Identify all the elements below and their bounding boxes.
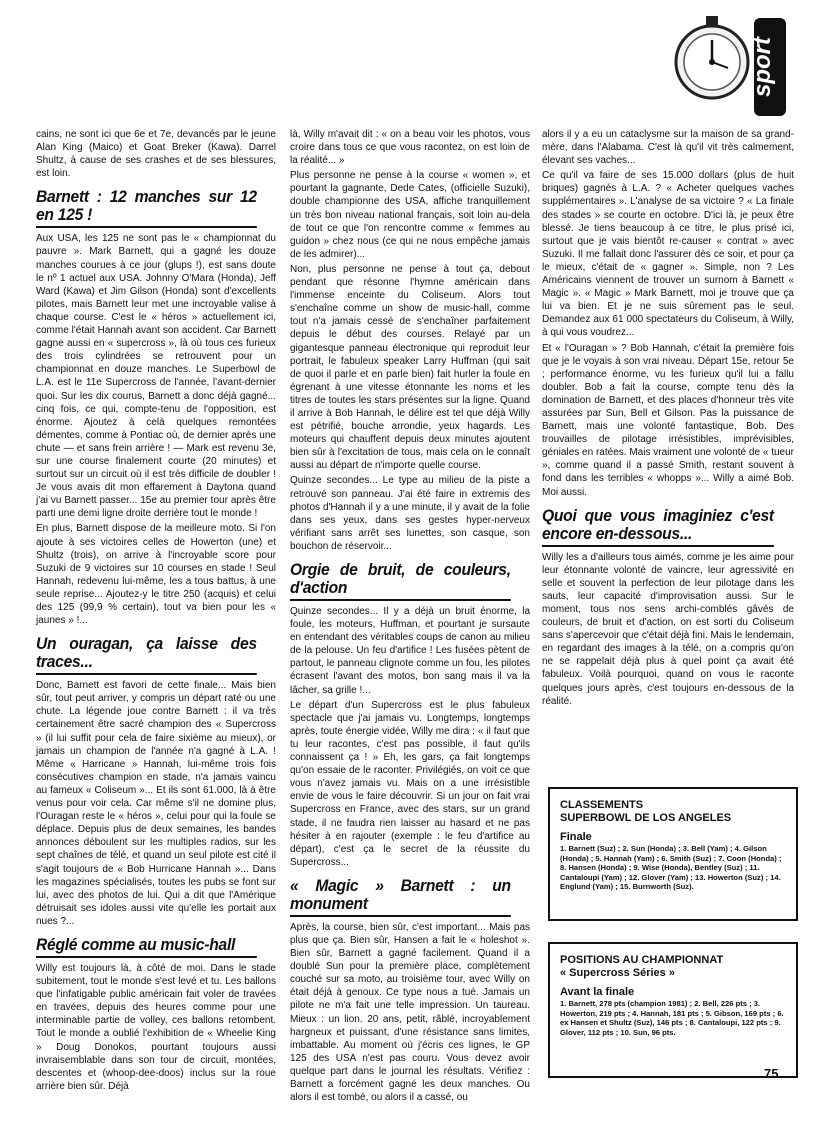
paragraph: Le départ d'un Supercross est le plus fabuleux spectacle que j'ai jamais vu. Longtemps, longtemps après, toute énergie vidée, Willy me dira : « il faut que tu leur racontes, c'est pas possible, il faut qu'ils connaissent ça ! » Eh, les gars, ça fait longtemps qu'on essaie de le raconter. Privilégiés, on voit ce que vous n'avez jamais vu. Mais on a une irrésistible envie de vous le faire découvrir. Si un jour on fait vrai Supercross en France, avec des stars, sur un grand stade, il ne faudra rien laisser au hasard et ne pas hésiter à en rajouter (exemple : le feu d'artifice au départ), c'est ça le secret de la réussite du Supercross... [290,699,530,868]
logo-word: sport [749,37,776,97]
box-section: Avant la finale [560,986,635,998]
paragraph: Plus personne ne pense à la course « women », et pourtant la gagnante, Dede Cates, (officielle Suzuki), double championne des USA, affiche tranquillement un très bon niveau national français, soit loin au-dela de tout ce que l'on rencontre comme « femmes au guidon » chez nous (ce qui ne nous empêche jamais de les admirer)... [290,170,530,260]
paragraph: Quinze secondes... Le type au milieu de la piste a retrouvé son panneau. J'ai été faire in extremis des photos d'Hannah il y a une minute, il y avait de la folie dans ses yeux, dans ses gestes hyper-nerveux vérifiant sans arrêt ses lunettes, son casque, son bouchon de réservoir... [290,475,530,552]
paragraph: Et « l'Ouragan » ? Bob Hannah, c'était la première fois que je le voyais à son vrai niveau. Départ 15e, retour 5e ; performance énorme, vu les furieux qu'il lui a fallu doubler. Bob a fait la course, compte tenu dès la domination de Barnett, et des places d'honneur très vite assurées par Sun, Bell et Gilson. Pas la puissance de Barnett, mais une volonté fantastique, Bob. Des trouvailles de pilotage irrésistibles, imprévisibles, géniales en ratées. Mais vraiment une volonté de « tueur », comme quand il a passé Smith, restant souvent à fond dans les terribles « whopps »... Willy a aimé Bob. Moi aussi. [542,342,794,498]
results-box [548,787,798,921]
column-2 [290,128,530,1106]
paragraph: Quinze secondes... Il y a déjà un bruit énorme, la foule, les moteurs, Huffman, et pourtant je sursaute en entendant des véritables coups de canon au milieu de la pelouse. Un feu d'artifice ! Les fusées pètent de partout, le panneau clignote comme un fou, les pilotes écrasent l'avant des motos, bon sang mais il va la lâcher, sa grille !... [290,606,530,696]
section-heading: Orgie de bruit, de couleurs, d'action [290,561,511,601]
box-body: 1. Barnett (Suz) ; 2. Sun (Honda) ; 3. Bell (Yam) ; 4. Gilson (Honda) ; 5. Hannah (Yam) ; 6. Smith (Suz) ; 7. Coon (Honda) ; 8. Hansen (Honda) ; 9. Wise (Honda), Bentley (Suz) ; 11. Cantaloupi (Yam) ; 12. Glover (Yam) ; 13. Howerton (Suz) ; 14. Englund (Yam) ; 15. Burnworth (Suz). [560,844,782,892]
standings-box [548,942,798,1078]
paragraph: là, Willy m'avait dit : « on a beau voir les photos, vous croire dans tous ce que vous racontez, on est loin de la réalité... » [290,129,530,167]
page-number: 75 [764,1066,779,1081]
stopwatch-icon [672,10,790,120]
paragraph: Donc, Barnett est favori de cette finale... Mais bien sûr, tout peut arriver, y compris un départ raté ou une chute. La légende joue contre Barnett : il va très certainement être sacré champion des « Supercross » (il lui suffit pour cela de faire sixième au mieux), or jamais un champion de l'année n'a gagné à L.A. ! Même « Harricane » Hannah, lui-même trois fois consécutives champion en stade, n'a jamais vaincu au fameux « Coliseum »... Et ils sont 61.000, là à être venus pour voir cela. Car même s'il ne domine plus, l'Ouragan reste le « héros », celui pour qui la foule se déplace. Depuis plus de deux semaines, les bandes annonces déboulent sur les multiples radios, sur les sept chaînes de télé, et quand un seul pilote est cité il s'agit toujours de « Bob Hurricane Hannah »... Dans les magazines spécialisés, toutes les pubs se font sur lui, avec des photos de lui. Qui a dit que l'Amérique détruisait ses idoles aussi vite qu'elle les portait aux nues ?... [36,680,276,927]
box-subtitle: « Supercross Séries » [560,967,675,979]
paragraph: alors il y a eu un cataclysme sur la maison de sa grand-mère, dans l'Alabama. C'est là qu'il vit très calmement, élevant ses vaches... [542,129,794,167]
section-heading: Un ouragan, ça laisse des traces... [36,635,257,675]
section-heading: Réglé comme au music-hall [36,936,257,958]
section-heading: « Magic » Barnett : un monument [290,877,511,917]
sport-logo [672,10,790,120]
box-subtitle: SUPERBOWL DE LOS ANGELES [560,812,732,824]
column-1 [36,128,276,1095]
box-title: CLASSEMENTS [560,799,644,811]
paragraph: cains, ne sont ici que 6e et 7e, devancés par le jeune Alan King (Maico) et Goat Breker (Kawa). Darrel Shultz, à cause de ses crashes et de ses blessures, est loin. [36,129,276,180]
box-title: POSITIONS AU CHAMPIONNAT [560,954,724,966]
paragraph: Willy les a d'ailleurs tous aimés, comme je les aime pour leur étonnante volonté de vaincre, leur agressivité en selle et souvent la perfection de leur pilotage dans les sauts, leur capacité d'improvisation aussi. Sur le moment, tous nos sens archi-comblés gâvés de couleurs, de bruit et d'action, on est sorti du Coliseum sans s'apercevoir que c'était déjà fini. Mais le lendemain, en regardant des images à la télé, on a compris qu'on ne se rappelait déjà plus à quel point ça avait été fabuleux. Voilà pourquoi, quand on vous le raconte quelques jours après, c'est toujours en-dessous de la réalité. [542,551,794,707]
column-3 [542,128,794,710]
box-section: Finale [560,831,592,843]
paragraph: Willy est toujours là, à côté de moi. Dans le stade subitement, tout le monde s'est levé et tu. Les ballons que l'infatigable public américain fait voler de travées en travées, depuis des heures comme pour une interminable partie de volley, ces ballons retombent. Tout le monde a oublié l'exhibition de « Wheelie King » Doug Donokos, pourtant toujours aussi invraisemblable dans son tour de circuit, montées, descentes et (whoop-dee-doos) inclus sur la roue arrière bien sûr. Déjà [36,962,276,1092]
paragraph: Après, la course, bien sûr, c'est important... Mais pas plus que ça. Bien sûr, Hansen a fait le « holeshot ». Bien sûr, Barnett a gagné facilement. Quand il a doublé Sun pour la première place, complètement couché sur sa moto, au troisième tour, avec Willy on était déjà à genoux. Ce type nous a tué. Jamais un pilote ne m'a fait une telle impression. Un taureau. Mieux : un lion. 20 ans, petit, râblé, incroyablement hargneux et puissant, d'une résistance sans limites, imbattable. Au moment où j'écris ces lignes, le GP 125 des USA n'est pas couru. Vous devez avoir quelque part dans le journal les résultats. Vérifiez : Barnett a forcément gagné les deux manches. Ou alors il est tombé, ou alors il a cassé, ou [290,921,530,1104]
section-heading: Quoi que vous imaginiez c'est encore en-dessous... [542,507,774,547]
paragraph: Non, plus personne ne pense à tout ça, debout pendant que résonne l'hymne américain dans l'immense enceinte du Coliseum. Alors tout s'enchaîne comme un show de music-hall, comme tout n'a jamais cessé de s'enchaîner parfaitement depuis le début des courses. Relayé par un gigantesque panneau électronique qui reproduit leur portrait, le fabuleux speaker Larry Huffman (qui sait de quoi il parle et en parle bien) fait hurler la foule en égrenant à une vitesse étonnante les noms et les titres de toutes les stars présentes sur la ligne. Quand il arrive à Bob Hannah, le délire est tel que déjà Willy est pétrifié, bouche arrondie, yeux hagards. Les moteurs qui chauffent depuis deux minutes ajoutent bien sûr à l'excitation de tous, mais cela on le connaît aussi au départ de n'importe quelle course. [290,263,530,472]
box-body: 1. Barnett, 278 pts (champion 1981) ; 2. Bell, 226 pts ; 3. Howerton, 219 pts ; 4. Hannah, 181 pts ; 5. Gibson, 169 pts ; 6. ex Hansen et Shultz (Suz), 146 pts ; 8. Cantaloupi, 122 pts ; 9. Glover, 112 pts ; 10. Sun, 96 pts. [560,999,784,1037]
paragraph: Ce qu'il va faire de ses 15.000 dollars (plus de huit briques) gagnés à L.A. ? « Acheter quelques vaches supplémentaires ». L'analyse de sa victoire ? « La finale des stades » se courte en octobre. D'ici là, je peux être blessé. Je tiens beaucoup à ce titre, le plus prisé ici, surtout que je vais bientôt re-causer « contrat » avec Suzuki. Il me fallait donc l'assurer dès ce soir, et pour ça le mieux, c'était de « gagner ». Simple, non ? Les Américains viennent de trouver un surnom à Barnett « Magic ». « Magic » Mark Barnett, moi je trouve que ça lui va bien. Et je ne suis sûrement pas le seul. Demandez aux 61 000 spectateurs du Coliseum, à Willy, à qui vous voudrez... [542,170,794,339]
section-heading: Barnett : 12 manches sur 12 en 125 ! [36,188,257,228]
paragraph: En plus, Barnett dispose de la meilleure moto. Si l'on ajoute à ses victoires celles de Howerton (une) et Shultz (trois), on arrive à l'incroyable score pour Suzuki de 9 victoires sur 10 courses en stade ! Seul Hannah, redevenu lui-même, les a tous battus, à une seule reprise... Ajoutez-y le titre 250 (acquis) et celui des 125 (99,9 % certain), tout va bien pour les « jaunes » !... [36,523,276,627]
paragraph: Aux USA, les 125 ne sont pas le « championnat du pauvre ». Mark Barnett, qui a gagné les douze manches courues à ce jour (glups !), est sans doute le nº 1 actuel aux USA. Johnny O'Mara (Honda), Jeff Ward (Kawa) et Jim Gilson (Honda) sont d'excellents pilotes, mais Barnett leur met une incroyable valise à chaque course. C'est le « héros » actuellement ici, comme l'était Hannah avant son accident. Car Barnett gagne aussi en « supercross », là où tous ces furieux des trois cylindrées se retrouvent pour un championnat en douze manches. Le Superbowl de L.A. est le 11e Supercross de l'année, l'avant-dernier quoi. Sur les dix courus, Barnett a donc déjà gagné... cinq fois, ce qui, compte-tenu de l'opposition, est énorme. Ajoutez à celà quelques remontées démentes, comme à Pontiac où, de dernier après une chute — et sans frein arrière ! — Mark est revenu 3e, sur une course finalement courte (20 minutes) et surtout sur un circuit où il est très difficile de doubler ! Je vous avais dit mon effarement à Daytona quand j'ai vu Barnett passer... 15e au premier tour après être parti une demi ligne droite derrière tout le monde ! [36,233,276,520]
